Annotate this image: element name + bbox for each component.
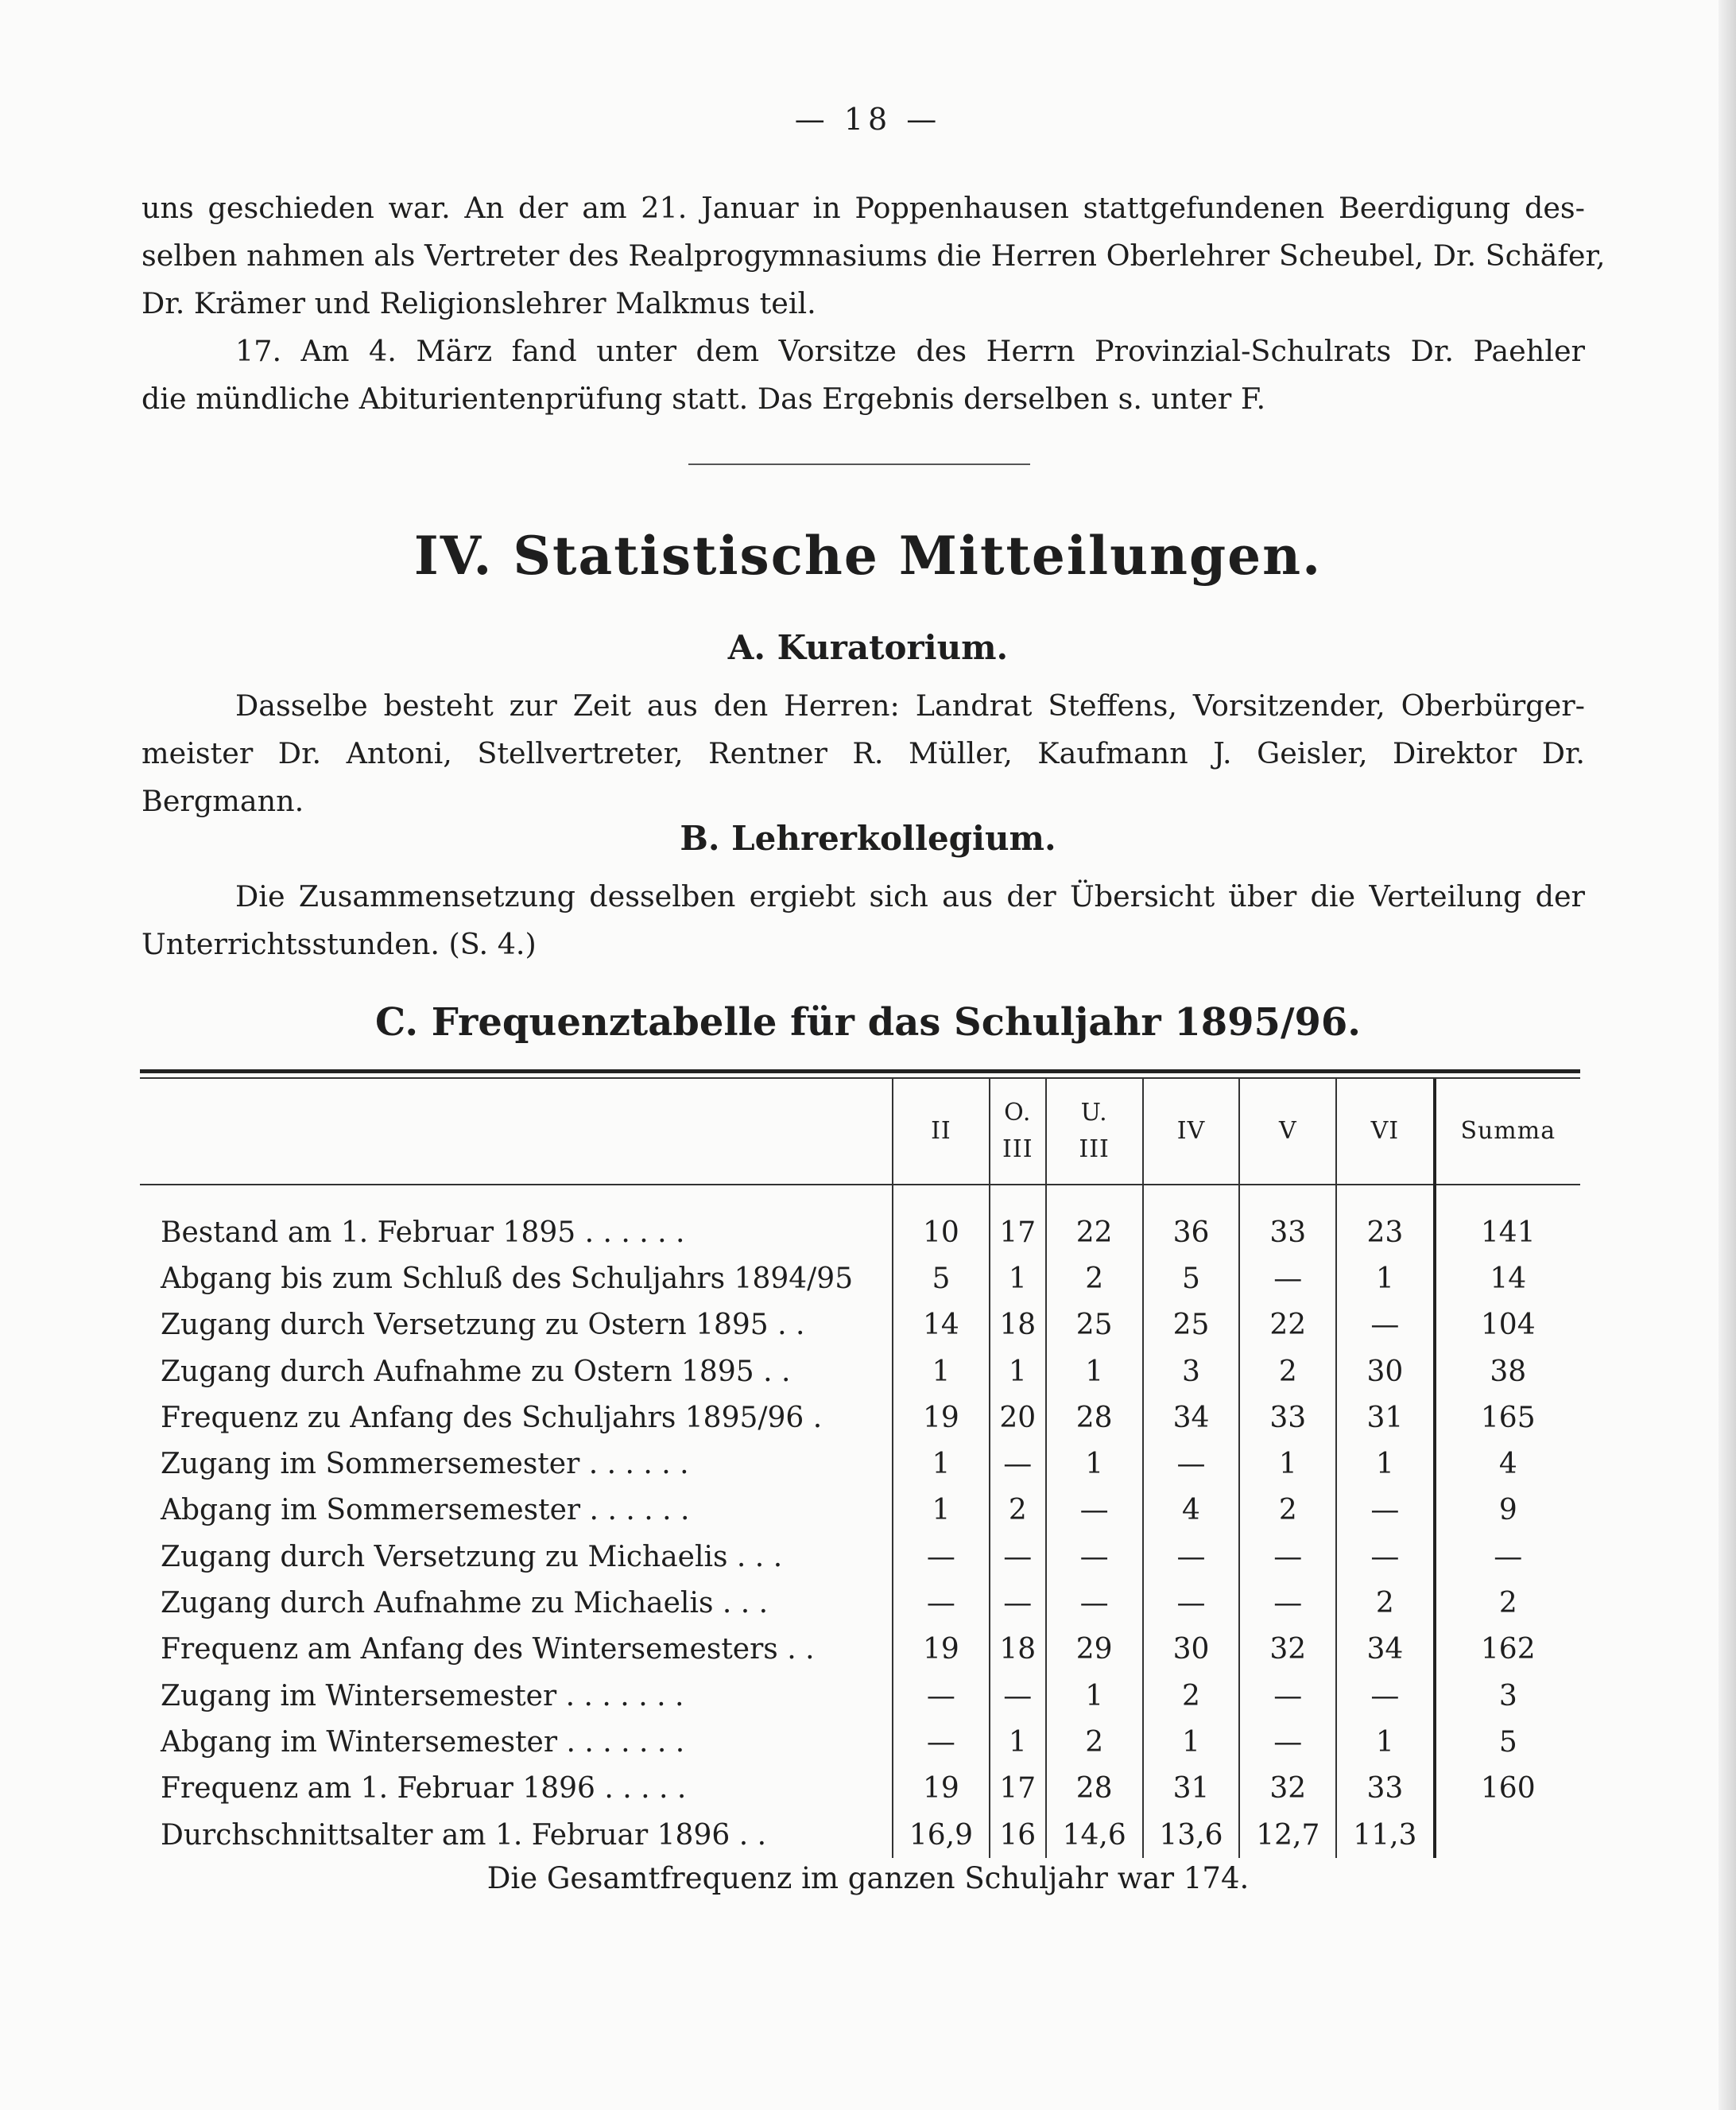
table-top-rule [140, 1069, 1580, 1073]
table-cell: — [990, 1534, 1046, 1580]
table-cell: 1 [1046, 1348, 1143, 1394]
table-cell: — [1239, 1673, 1336, 1719]
table-cell: — [1336, 1673, 1434, 1719]
table-cell: 28 [1046, 1394, 1143, 1441]
text-line: uns geschieden war. An der am 21. Januar in Poppenhausen stattgefundenen Beerdigung des- [141, 191, 1585, 225]
table-cell: 19 [893, 1627, 990, 1673]
table-cell: 32 [1239, 1627, 1336, 1673]
table-cell: 1 [1336, 1719, 1434, 1765]
table-cell: — [1336, 1487, 1434, 1534]
summa-cell: 14 [1435, 1255, 1580, 1301]
table-cell: — [1046, 1534, 1143, 1580]
row-label: Zugang durch Aufnahme zu Ostern 1895 . . [161, 1355, 791, 1388]
table-row [140, 1812, 1580, 1858]
table-cell: 31 [1336, 1394, 1434, 1441]
row-label: Durchschnittsalter am 1. Februar 1896 . . [161, 1818, 767, 1852]
table-cell: 31 [1143, 1766, 1240, 1812]
table-cell: — [1239, 1255, 1336, 1301]
summa-cell [1435, 1812, 1580, 1858]
table-cell: — [893, 1534, 990, 1580]
table-cell: 2 [1239, 1487, 1336, 1534]
frequency-table-grid [140, 1079, 1580, 1858]
row-label: Frequenz am 1. Februar 1896 . . . . . [161, 1772, 687, 1806]
frequency-table [140, 1069, 1580, 1858]
summa-cell: 38 [1435, 1348, 1580, 1394]
table-row [140, 1627, 1580, 1673]
table-row [140, 1719, 1580, 1765]
table-cell: 22 [1046, 1185, 1143, 1255]
table-cell: 19 [893, 1766, 990, 1812]
table-cell: — [1336, 1534, 1434, 1580]
table-cell: — [893, 1719, 990, 1765]
table-cell: 5 [1143, 1255, 1240, 1301]
text-line: 17. Am 4. März fand unter dem Vorsitze des Herrn Provinzial-Schulrats Dr. Paehler [235, 334, 1585, 368]
summa-cell: 104 [1435, 1302, 1580, 1348]
table-cell: — [1046, 1580, 1143, 1626]
row-label: Zugang durch Versetzung zu Michaelis . . . [161, 1540, 783, 1573]
row-label: Zugang durch Aufnahme zu Michaelis . . . [161, 1587, 769, 1620]
column-header: VI [1336, 1079, 1434, 1185]
heading-frequenztabelle: C. Frequenztabelle für das Schuljahr 1895/96. [375, 1000, 1361, 1045]
column-header: IV [1143, 1079, 1240, 1185]
table-cell: 2 [1336, 1580, 1434, 1626]
text-line: Dr. Krämer und Religionslehrer Malkmus teil. [141, 286, 816, 320]
table-cell: — [893, 1673, 990, 1719]
summa-cell: 2 [1435, 1580, 1580, 1626]
table-row [140, 1348, 1580, 1394]
table-cell: 5 [893, 1255, 990, 1301]
table-cell: 1 [893, 1348, 990, 1394]
row-label: Frequenz am Anfang des Wintersemesters . . [161, 1633, 815, 1666]
table-cell: — [990, 1580, 1046, 1626]
table-cell: — [1143, 1534, 1240, 1580]
table-cell: 11,3 [1336, 1812, 1434, 1858]
table-row [140, 1580, 1580, 1626]
table-cell: — [893, 1580, 990, 1626]
table-cell: 14,6 [1046, 1812, 1143, 1858]
table-cell: 2 [1143, 1673, 1240, 1719]
table-cell: 16 [990, 1812, 1046, 1858]
table-cell: 36 [1143, 1185, 1240, 1255]
table-cell: 10 [893, 1185, 990, 1255]
row-label: Bestand am 1. Februar 1895 . . . . . . [161, 1216, 685, 1249]
table-cell: — [1336, 1302, 1434, 1348]
table-header-row [140, 1079, 1580, 1185]
table-cell: 1 [990, 1348, 1046, 1394]
row-label: Frequenz zu Anfang des Schuljahrs 1895/96 . [161, 1401, 823, 1434]
text-line: Unterrichtsstunden. (S. 4.) [141, 927, 537, 961]
table-cell: 28 [1046, 1766, 1143, 1812]
summa-cell: 5 [1435, 1719, 1580, 1765]
paragraph-burial [141, 184, 1606, 423]
table-cell: 33 [1336, 1766, 1434, 1812]
table-cell: 1 [1046, 1441, 1143, 1487]
row-label: Zugang im Sommersemester . . . . . . [161, 1448, 689, 1481]
row-label: Zugang durch Versetzung zu Ostern 1895 . . [161, 1309, 805, 1342]
row-label: Zugang im Wintersemester . . . . . . . [161, 1679, 684, 1712]
summa-cell: 165 [1435, 1394, 1580, 1441]
table-row [140, 1766, 1580, 1812]
text-line: meister Dr. Antoni, Stellvertreter, Rentner R. Müller, Kaufmann J. Geisler, Direktor Dr. [141, 736, 1585, 770]
row-label: Abgang im Sommersemester . . . . . . [161, 1494, 690, 1527]
table-cell: 33 [1239, 1185, 1336, 1255]
summa-cell: 9 [1435, 1487, 1580, 1534]
table-row [140, 1673, 1580, 1719]
heading-lehrerkollegium: B. Lehrerkollegium. [680, 819, 1056, 858]
table-cell: 17 [990, 1766, 1046, 1812]
table-cell: — [1239, 1719, 1336, 1765]
column-header-summa: Summa [1435, 1079, 1580, 1185]
table-row [140, 1487, 1580, 1534]
summa-cell: 162 [1435, 1627, 1580, 1673]
table-cell: — [1143, 1580, 1240, 1626]
table-cell: 34 [1143, 1394, 1240, 1441]
column-header: U. III [1046, 1079, 1143, 1185]
table-cell: 1 [1336, 1255, 1434, 1301]
table-cell: 1 [1143, 1719, 1240, 1765]
table-cell: 23 [1336, 1185, 1434, 1255]
table-cell: 30 [1336, 1348, 1434, 1394]
section-divider [688, 464, 1030, 465]
table-cell: 18 [990, 1627, 1046, 1673]
row-label: Abgang im Wintersemester . . . . . . . [161, 1725, 685, 1759]
table-cell: 30 [1143, 1627, 1240, 1673]
table-cell: 1 [990, 1719, 1046, 1765]
table-cell: — [1239, 1534, 1336, 1580]
table-row [140, 1441, 1580, 1487]
table-cell: — [1239, 1580, 1336, 1626]
page-edge-shadow [1719, 0, 1736, 2110]
table-cell: 29 [1046, 1627, 1143, 1673]
table-cell: 17 [990, 1185, 1046, 1255]
table-cell: 4 [1143, 1487, 1240, 1534]
table-row [140, 1255, 1580, 1301]
column-header: O. III [990, 1079, 1046, 1185]
table-cell: 16,9 [893, 1812, 990, 1858]
table-cell: 32 [1239, 1766, 1336, 1812]
table-cell: 3 [1143, 1348, 1240, 1394]
column-header: V [1239, 1079, 1336, 1185]
summa-cell: 141 [1435, 1185, 1580, 1255]
table-cell: 20 [990, 1394, 1046, 1441]
table-cell: 25 [1046, 1302, 1143, 1348]
table-cell: 2 [990, 1487, 1046, 1534]
table-cell: 1 [893, 1441, 990, 1487]
table-cell: — [1046, 1487, 1143, 1534]
table-cell: 1 [990, 1255, 1046, 1301]
summa-cell: 160 [1435, 1766, 1580, 1812]
table-header-blank [140, 1079, 893, 1185]
table-cell: 22 [1239, 1302, 1336, 1348]
table-row [140, 1394, 1580, 1441]
summa-cell: 3 [1435, 1673, 1580, 1719]
table-cell: 2 [1046, 1719, 1143, 1765]
table-cell: 1 [1239, 1441, 1336, 1487]
table-cell: 25 [1143, 1302, 1240, 1348]
table-cell: — [990, 1673, 1046, 1719]
paragraph-kuratorium [141, 682, 1585, 825]
paragraph-lehrerkollegium [141, 873, 1585, 968]
table-row [140, 1534, 1580, 1580]
table-cell: 1 [893, 1487, 990, 1534]
table-cell: — [1143, 1441, 1240, 1487]
table-cell: 1 [1336, 1441, 1434, 1487]
column-header: II [893, 1079, 990, 1185]
table-cell: 13,6 [1143, 1812, 1240, 1858]
text-line: selben nahmen als Vertreter des Realprogymnasiums die Herren Oberlehrer Scheubel, Dr. Schäfer, [141, 239, 1606, 273]
table-cell: 12,7 [1239, 1812, 1336, 1858]
row-label: Abgang bis zum Schluß des Schuljahrs 1894/95 [161, 1262, 854, 1295]
table-cell: 2 [1239, 1348, 1336, 1394]
table-cell: 2 [1046, 1255, 1143, 1301]
table-cell: 34 [1336, 1627, 1434, 1673]
page-number: — 18 — [794, 102, 942, 137]
summa-cell: 4 [1435, 1441, 1580, 1487]
table-cell: 19 [893, 1394, 990, 1441]
table-body [140, 1185, 1580, 1858]
table-cell: 18 [990, 1302, 1046, 1348]
table-row [140, 1185, 1580, 1255]
text-line: Bergmann. [141, 784, 304, 818]
section-title: IV. Statistische Mitteilungen. [413, 525, 1323, 587]
total-frequency-note: Die Gesamtfrequenz im ganzen Schuljahr war 174. [486, 1861, 1250, 1895]
table-cell: 1 [1046, 1673, 1143, 1719]
table-row [140, 1302, 1580, 1348]
summa-cell: — [1435, 1534, 1580, 1580]
table-cell: 14 [893, 1302, 990, 1348]
table-cell: — [990, 1441, 1046, 1487]
heading-kuratorium: A. Kuratorium. [727, 628, 1009, 667]
text-line: die mündliche Abiturientenprüfung statt. Das Ergebnis derselben s. unter F. [141, 382, 1266, 416]
table-cell: 33 [1239, 1394, 1336, 1441]
text-line: Dasselbe besteht zur Zeit aus den Herren: Landrat Steffens, Vorsitzender, Oberbürger- [235, 688, 1585, 723]
text-line: Die Zusammensetzung desselben ergiebt sich aus der Übersicht über die Verteilung der [235, 879, 1585, 913]
